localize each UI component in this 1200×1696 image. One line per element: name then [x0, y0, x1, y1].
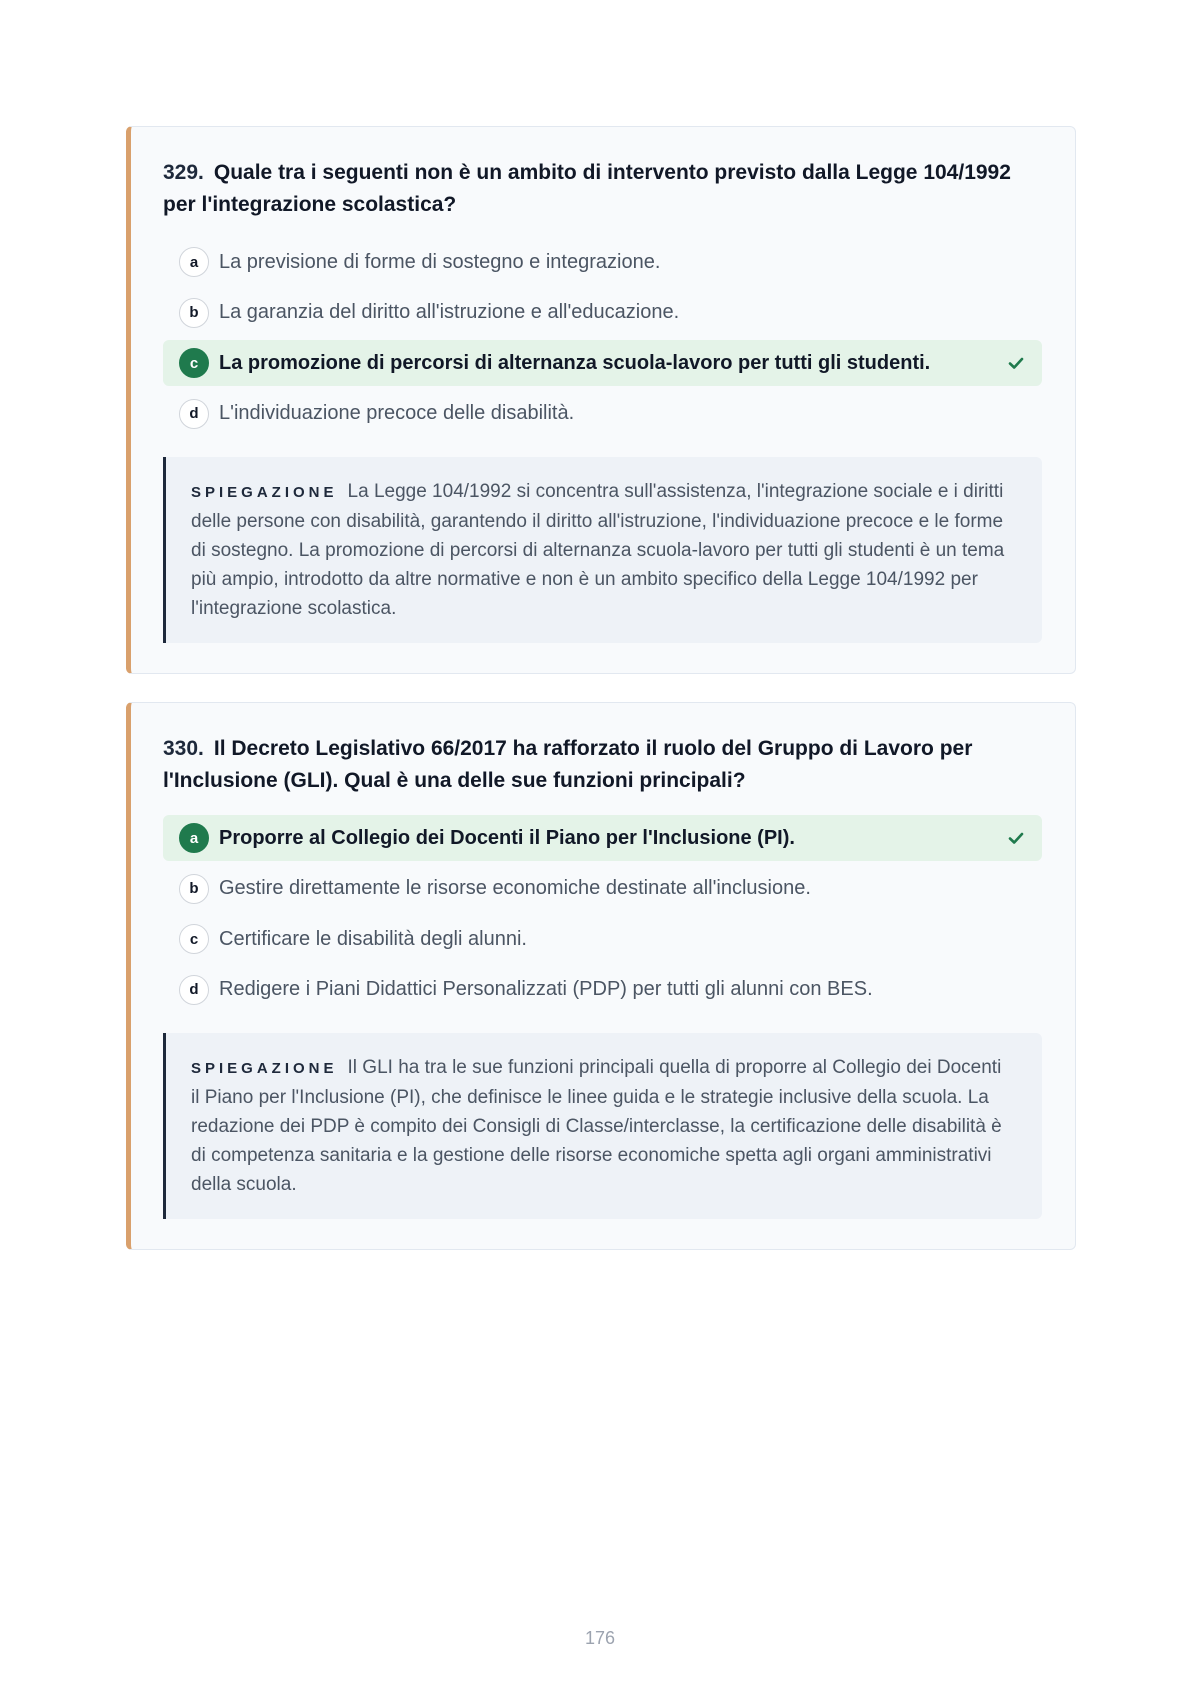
question-card — [126, 126, 1076, 674]
explanation-box — [163, 1033, 1042, 1219]
answer-options — [163, 815, 1042, 1013]
option-letter-badge: a — [179, 247, 209, 277]
option-letter-badge: b — [179, 874, 209, 904]
option-letter-badge: d — [179, 399, 209, 429]
option-letter-badge: a — [179, 823, 209, 853]
answer-option-c[interactable] — [163, 340, 1042, 386]
explanation-label: SPIEGAZIONE — [191, 1059, 338, 1077]
question-number: 330. — [163, 737, 204, 760]
question-text — [163, 157, 1042, 221]
option-text: Gestire direttamente le risorse economiche destinate all'inclusione. — [219, 877, 811, 899]
option-text: L'individuazione precoce delle disabilità. — [219, 402, 575, 424]
option-letter-badge: d — [179, 975, 209, 1005]
question-body: Il Decreto Legislativo 66/2017 ha rafforzato il ruolo del Gruppo di Lavoro per l'Inclusione (GLI). Qual è una delle sue funzioni principali? — [163, 737, 973, 792]
question-text — [163, 733, 1042, 797]
option-text: Certificare le disabilità degli alunni. — [219, 927, 527, 950]
question-number: 329. — [163, 161, 204, 184]
answer-option-d[interactable] — [163, 967, 1042, 1013]
answer-option-c[interactable] — [163, 916, 1042, 962]
option-text: La previsione di forme di sostegno e integrazione. — [219, 250, 661, 273]
answer-option-b[interactable] — [163, 866, 1042, 912]
option-text: Redigere i Piani Didattici Personalizzati (PDP) per tutti gli alunni con BES. — [219, 978, 873, 1000]
answer-option-d[interactable] — [163, 391, 1042, 437]
question-body: Quale tra i seguenti non è un ambito di intervento previsto dalla Legge 104/1992 per l'integrazione scolastica? — [163, 161, 1011, 216]
option-text: La promozione di percorsi di alternanza scuola-lavoro per tutti gli studenti. — [219, 351, 931, 374]
question-card — [126, 702, 1076, 1250]
check-icon — [1006, 353, 1026, 373]
option-text: Proporre al Collegio dei Docenti il Piano per l'Inclusione (PI). — [219, 826, 795, 849]
explanation-text: Il GLI ha tra le sue funzioni principali quella di proporre al Collegio dei Docenti il Piano per l'Inclusione (PI), che definisce le linee guida e le strategie inclusive della scuola. La redazione dei PDP è compito dei Consigli di Classe/interclasse, la certificazione delle disabilità è di competenza sanitaria e la gestione delle risorse economiche spetta agli organi amministrativi della scuola. — [191, 1056, 1002, 1195]
check-icon — [1006, 828, 1026, 848]
explanation-box — [163, 457, 1042, 643]
page-number: 176 — [584, 1628, 616, 1648]
option-letter-badge: c — [179, 348, 209, 378]
option-letter-badge: b — [179, 298, 209, 328]
answer-option-b[interactable] — [163, 290, 1042, 336]
option-text: La garanzia del diritto all'istruzione e all'educazione. — [219, 301, 680, 323]
answer-option-a[interactable] — [163, 815, 1042, 861]
answer-options — [163, 239, 1042, 437]
explanation-text: La Legge 104/1992 si concentra sull'assistenza, l'integrazione sociale e i diritti delle persone con disabilità, garantendo il diritto all'istruzione, l'individuazione precoce e le forme di sostegno. La promozione di percorsi di alternanza scuola-lavoro per tutti gli studenti è un tema più ampio, introdotto da altre normative e non è un ambito specifico della Legge 104/1992 per l'integrazione scolastica. — [191, 480, 1005, 619]
option-letter-badge: c — [179, 924, 209, 954]
explanation-label: SPIEGAZIONE — [191, 483, 338, 501]
answer-option-a[interactable] — [163, 239, 1042, 285]
